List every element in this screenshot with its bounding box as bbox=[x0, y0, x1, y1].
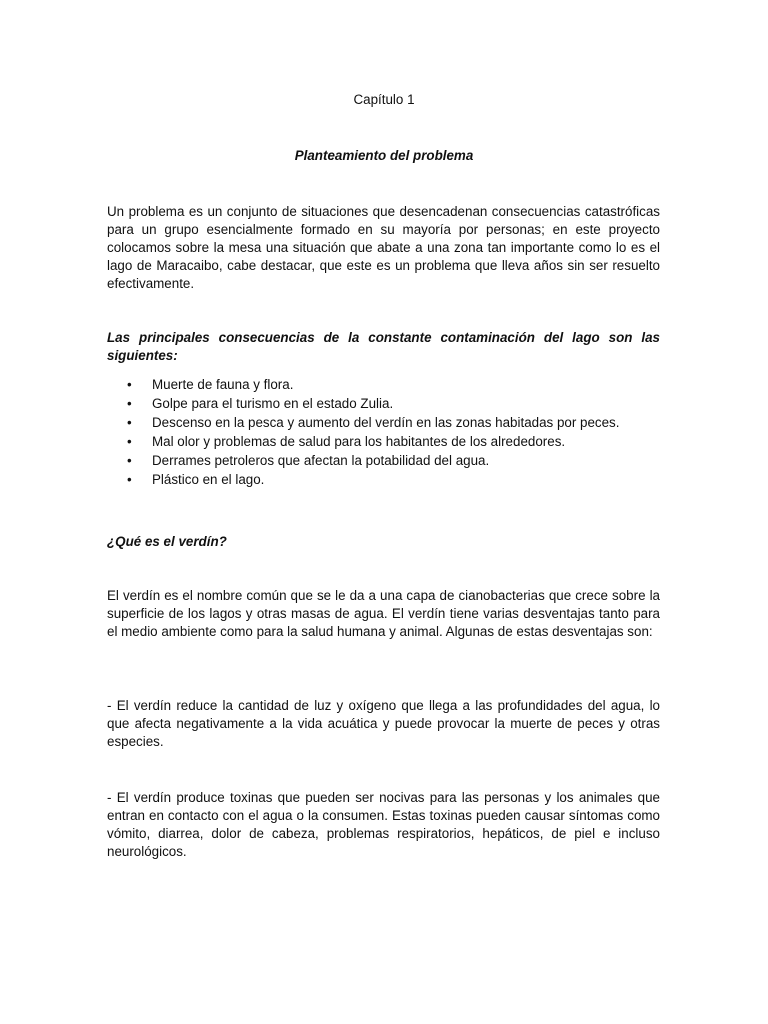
disadvantage-paragraph-2: - El verdín produce toxinas que pueden ser nocivas para las personas y los animales que entran en contacto con el agua o la consumen. Estas toxinas pueden causar síntomas como vómito, diarrea, dolor de cabeza, problemas respiratorios, hepáticos, de piel e incluso neurológicos. bbox=[107, 790, 660, 859]
verdin-paragraph: El verdín es el nombre común que se le da a una capa de cianobacterias que crece sobre la superficie de los lagos y otras masas de agua. El verdín tiene varias desventajas tanto para el medio ambiente como para la salud humana y animal. Algunas de estas desventajas son: bbox=[107, 588, 660, 639]
consequences-list bbox=[107, 375, 667, 489]
bullet-icon: • bbox=[127, 377, 132, 392]
chapter-label: Capítulo 1 bbox=[353, 92, 415, 107]
bullet-icon: • bbox=[127, 415, 132, 430]
section-title: Planteamiento del problema bbox=[294, 148, 474, 163]
list-item: • Descenso en la pesca y aumento del verdín en las zonas habitadas por peces. bbox=[127, 415, 620, 430]
list-item: • Mal olor y problemas de salud para los habitantes de los alrededores. bbox=[127, 434, 566, 449]
list-item: • Derrames petroleros que afectan la potabilidad del agua. bbox=[127, 453, 490, 468]
bullet-icon: • bbox=[127, 434, 132, 449]
verdin-heading: ¿Qué es el verdín? bbox=[107, 534, 227, 549]
list-item: • Muerte de fauna y flora. bbox=[127, 377, 294, 392]
intro-paragraph: Un problema es un conjunto de situaciones que desencadenan consecuencias catastróficas para un grupo esencialmente formado en su mayoría por personas; en este proyecto colocamos sobre la mesa una situación que abate a una zona tan importante como lo es el lago de Maracaibo, cabe destacar, que este es un problema que lleva años sin ser resuelto efectivamente. bbox=[107, 204, 660, 291]
consequences-heading: Las principales consecuencias de la constante contaminación del lago son las siguientes: bbox=[107, 330, 660, 363]
list-item: • Golpe para el turismo en el estado Zulia. bbox=[127, 396, 394, 411]
bullet-icon: • bbox=[127, 472, 132, 487]
bullet-icon: • bbox=[127, 396, 132, 411]
bullet-icon: • bbox=[127, 453, 132, 468]
disadvantage-paragraph-1: - El verdín reduce la cantidad de luz y oxígeno que llega a las profundidades del agua, lo que afecta negativamente a la vida acuática y puede provocar la muerte de peces y otras especies. bbox=[107, 698, 660, 749]
list-item: • Plástico en el lago. bbox=[127, 472, 265, 487]
